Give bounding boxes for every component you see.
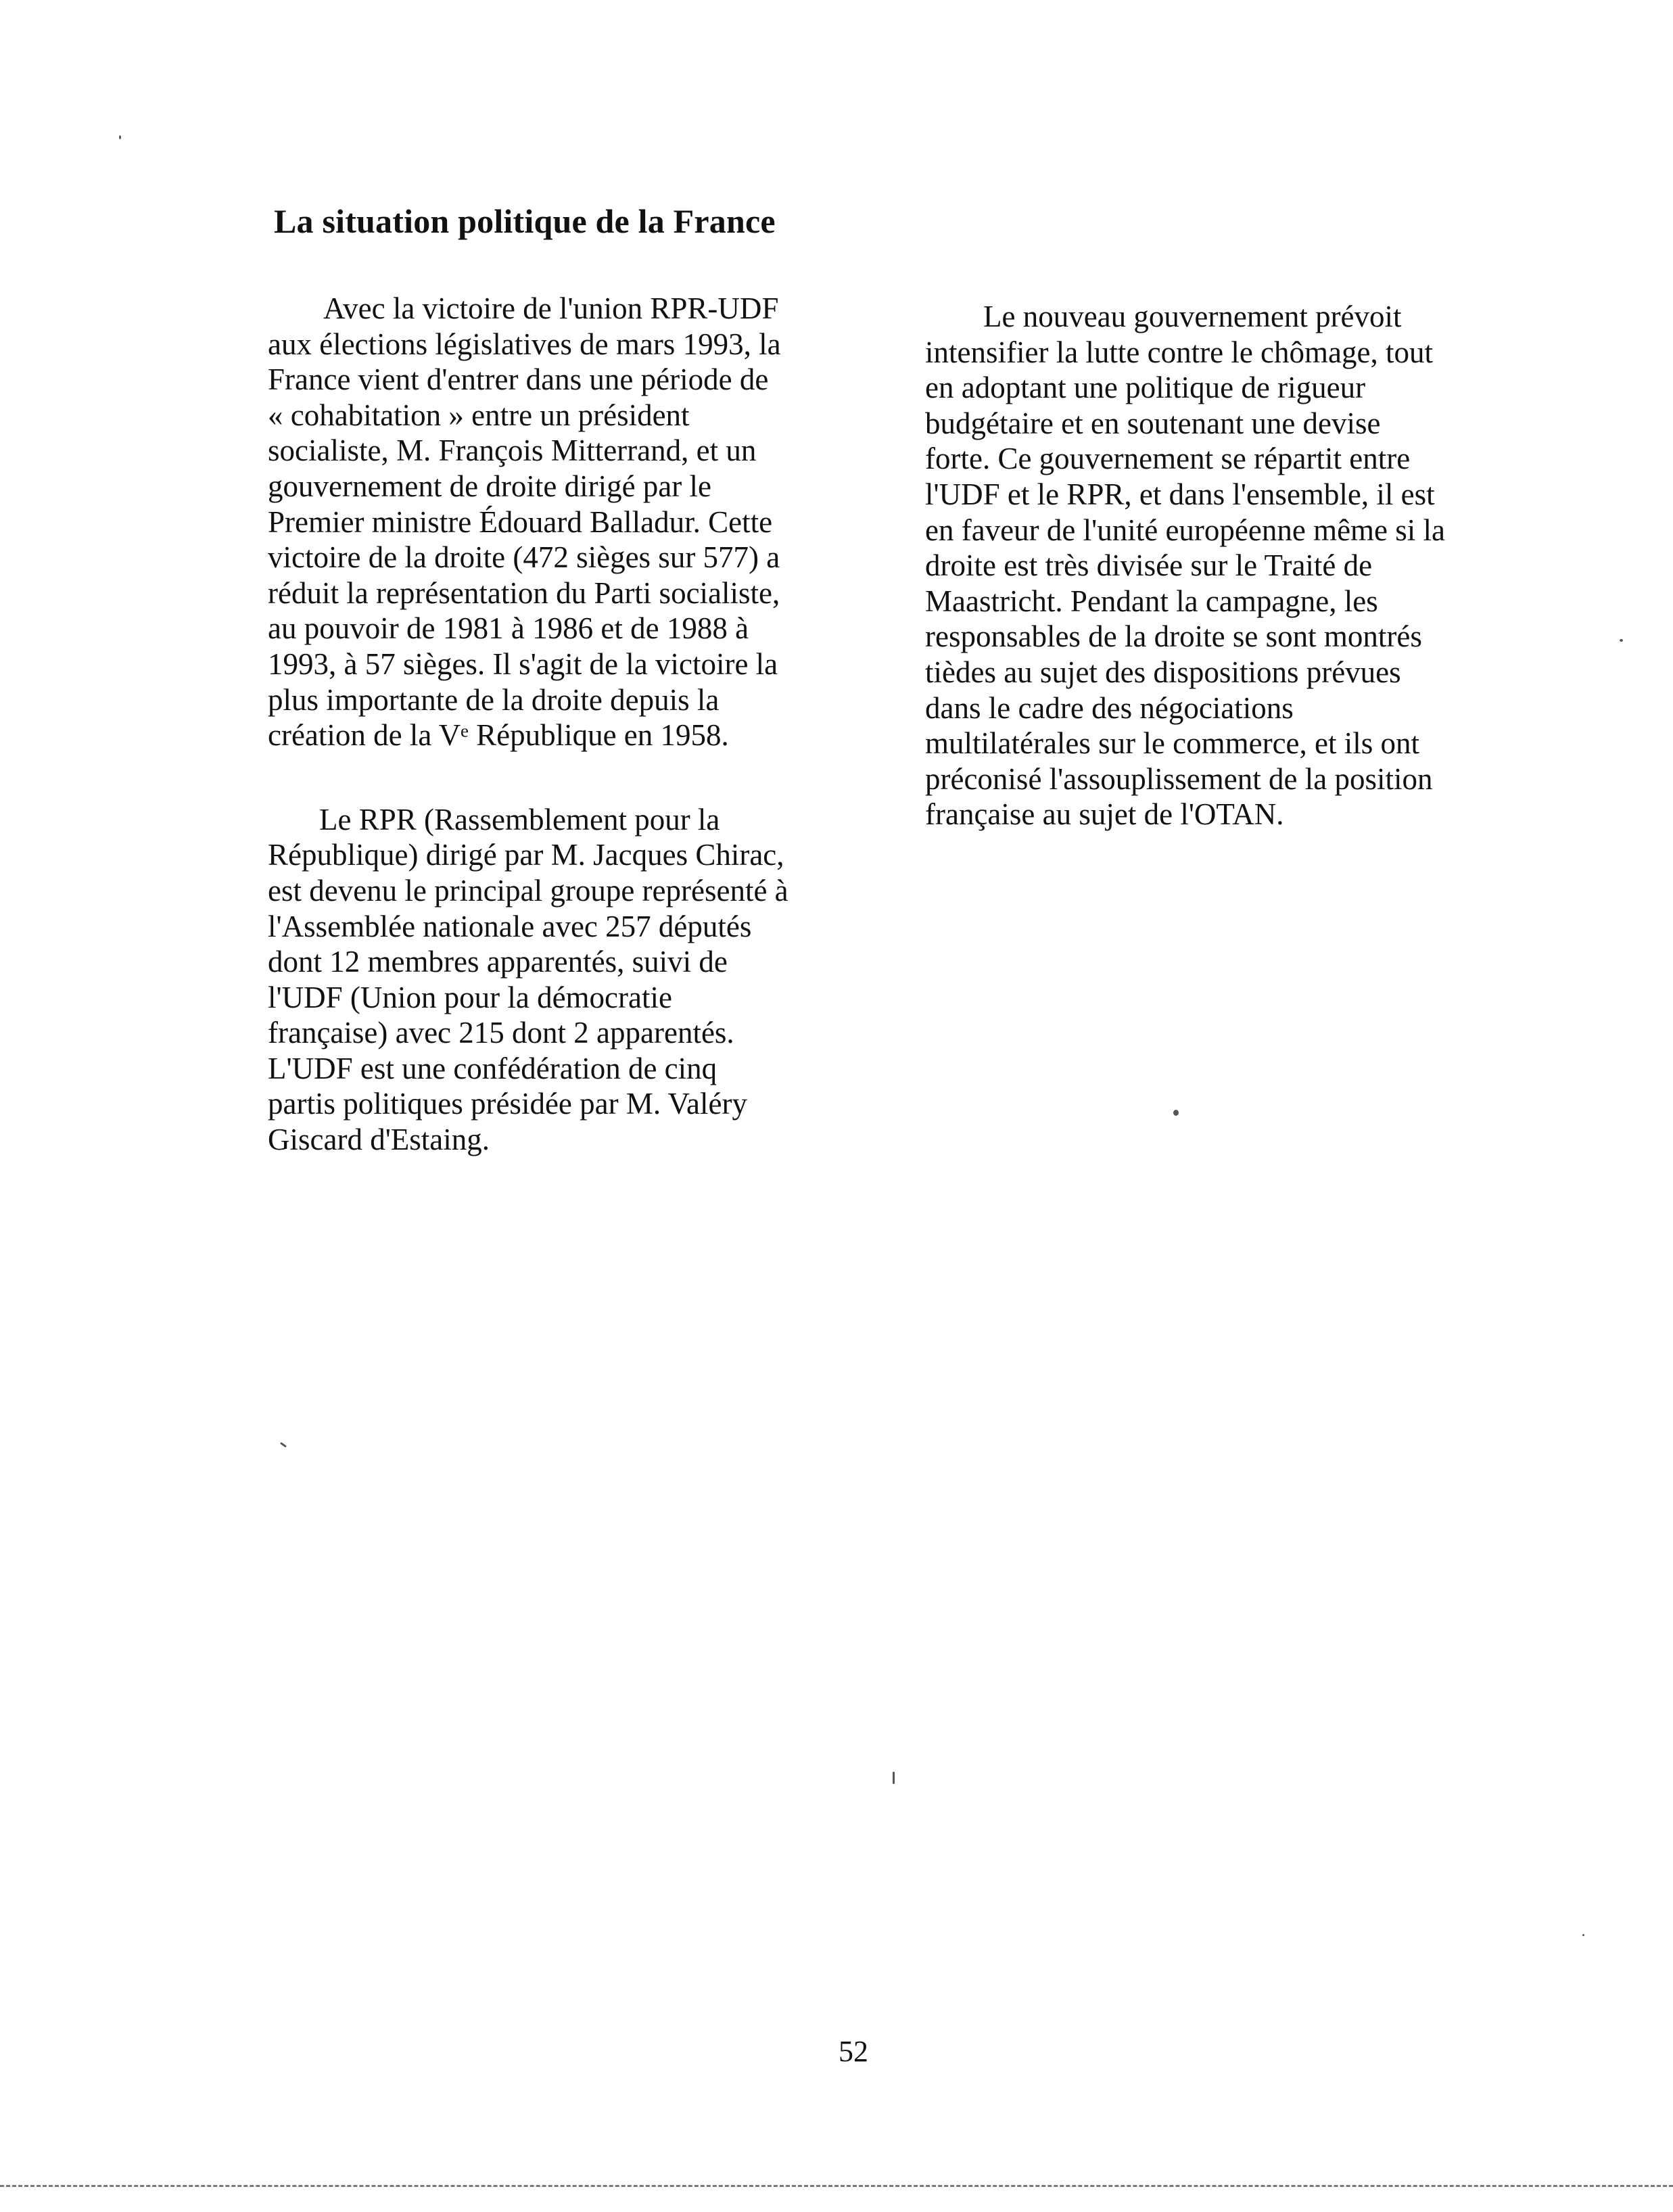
text-line: France vient d'entrer dans une période de — [268, 362, 769, 397]
text-line: aux élections législatives de mars 1993, la — [268, 327, 781, 361]
text-line: l'UDF et le RPR, et dans l'ensemble, il est — [925, 477, 1435, 511]
text-line: multilatérales sur le commerce, et ils ont — [925, 726, 1420, 761]
text-line: au pouvoir de 1981 à 1986 et de 1988 à — [268, 611, 749, 646]
text-line: Maastricht. Pendant la campagne, les — [925, 584, 1378, 618]
scan-speck — [1582, 1934, 1584, 1936]
scan-speck — [280, 1442, 287, 1447]
paragraph-1 — [268, 291, 829, 753]
text-line: Premier ministre Édouard Balladur. Cette — [268, 504, 773, 539]
text-line: gouvernement de droite dirigé par le — [268, 469, 711, 503]
text-line: est devenu le principal groupe représenté à — [268, 873, 788, 908]
document-title: La situation politique de la France — [274, 202, 776, 240]
text-line: française) avec 215 dont 2 apparentés. — [268, 1016, 734, 1050]
text-line: Giscard d'Estaing. — [268, 1123, 490, 1157]
paragraph-spacer — [268, 753, 829, 802]
text-line: dans le cadre des négociations — [925, 690, 1294, 725]
text-line: plus importante de la droite depuis la — [268, 682, 720, 717]
text-line: budgétaire et en soutenant une devise — [925, 406, 1381, 440]
text-line: Le RPR (Rassemblement pour la — [319, 802, 720, 837]
text-line: partis politiques présidée par M. Valéry — [268, 1087, 747, 1121]
scan-speck — [893, 1772, 895, 1784]
paragraph-3 — [925, 299, 1500, 832]
paragraph-2 — [268, 802, 829, 1158]
scan-bottom-edge — [0, 2185, 1673, 2187]
text-line: « cohabitation » entre un président — [268, 398, 690, 432]
scan-speck — [1173, 1110, 1179, 1116]
text-line: socialiste, M. François Mitterrand, et un — [268, 433, 757, 468]
text-line: création de la Vᵉ République en 1958. — [268, 718, 729, 753]
left-column — [268, 291, 829, 1158]
text-line: préconisé l'assouplissement de la position — [925, 761, 1433, 796]
text-line: l'UDF (Union pour la démocratie — [268, 980, 672, 1014]
text-line: République) dirigé par M. Jacques Chirac, — [268, 838, 784, 872]
scan-speck — [119, 135, 121, 139]
text-line: en faveur de l'unité européenne même si la — [925, 513, 1446, 547]
text-line: l'Assemblée nationale avec 257 députés — [268, 909, 752, 943]
scan-speck — [1620, 639, 1623, 642]
text-line: responsables de la droite se sont montrés — [925, 619, 1422, 654]
text-line: droite est très divisée sur le Traité de — [925, 548, 1373, 583]
text-line: française au sujet de l'OTAN. — [925, 797, 1284, 832]
text-line: forte. Ce gouvernement se répartit entre — [925, 442, 1411, 476]
text-line: 1993, à 57 sièges. Il s'agit de la victoire la — [268, 646, 778, 681]
text-line: dont 12 membres apparentés, suivi de — [268, 945, 728, 979]
text-line: réduit la représentation du Parti socialiste, — [268, 575, 780, 610]
right-column — [925, 299, 1500, 832]
text-line: Le nouveau gouvernement prévoit — [983, 300, 1402, 333]
text-line: intensifier la lutte contre le chômage, tout — [925, 335, 1433, 369]
text-line: Avec la victoire de l'union RPR-UDF — [323, 291, 779, 325]
text-line: tièdes au sujet des dispositions prévues — [925, 655, 1401, 689]
text-line: L'UDF est une confédération de cinq — [268, 1051, 717, 1085]
text-line: victoire de la droite (472 sièges sur 577) a — [268, 540, 780, 575]
text-line: en adoptant une politique de rigueur — [925, 371, 1366, 405]
page-number: 52 — [839, 2035, 868, 2068]
